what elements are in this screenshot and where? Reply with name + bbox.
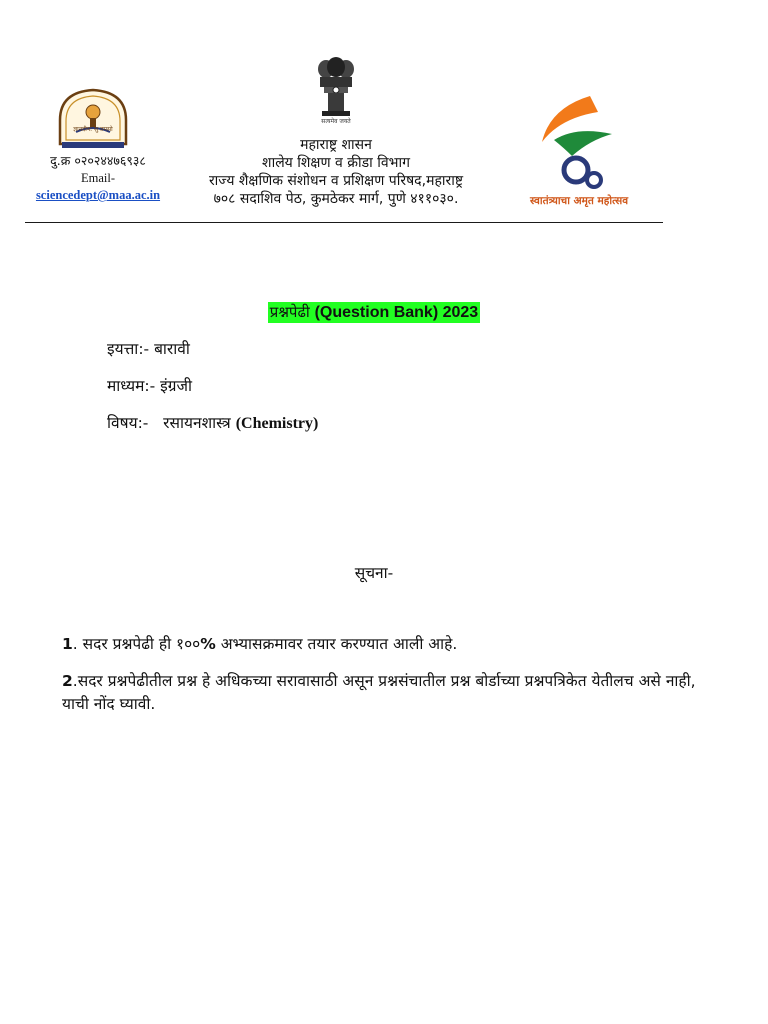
- office-line-1: महाराष्ट्र शासन: [300, 137, 372, 153]
- azadi-caption: स्वातंत्र्याचा अमृत महोत्सव: [529, 195, 629, 207]
- emblem-caption: सत्यमेव जयते: [321, 118, 351, 125]
- notice-point-1: [62, 633, 722, 656]
- point-2-text: .सदर प्रश्नपेढीतील प्रश्न हे अधिकच्या सरावासाठी असून प्रश्नसंचातील प्रश्न बोर्डाच्या प्रश्नपत्रिकेत येतीलच असे नाही, याची नोंद घ्यावी.: [62, 672, 696, 713]
- office-line-4: ७०८ सदाशिव पेठ, कुमठेकर मार्ग, पुणे ४११०३०.: [213, 191, 459, 207]
- scert-motto: ज्ञानदीप: सु तमसो: [73, 126, 113, 133]
- office-line-2: शालेय शिक्षण व क्रीडा विभाग: [262, 155, 410, 171]
- title-english: (Question Bank) 2023: [314, 304, 479, 321]
- subject-line: [107, 413, 318, 434]
- medium-line: माध्यम:- इंग्रजी: [107, 377, 192, 395]
- phone-number: दु.क्र ०२०२४४७६९३८: [50, 153, 146, 168]
- grade-line: इयत्ता:- बारावी: [107, 340, 190, 358]
- scert-logo: [54, 86, 132, 150]
- point-1-percent: %: [200, 635, 216, 653]
- point-1-text-a: . सदर प्रश्नपेढी ही १००: [72, 635, 201, 653]
- header-divider: [25, 222, 663, 223]
- point-2-number: 2: [62, 672, 73, 690]
- document-title: [268, 302, 480, 323]
- subject-english: (Chemistry): [235, 415, 319, 432]
- notice-point-2: [62, 670, 722, 716]
- notice-heading: सूचना-: [354, 564, 394, 582]
- contact-block: [18, 152, 178, 204]
- email-label: Email-: [80, 171, 115, 185]
- point-1-text-b: अभ्यासक्रमावर तयार करण्यात आली आहे.: [215, 635, 458, 653]
- title-marathi: प्रश्नपेढी: [269, 303, 310, 321]
- point-1-number: 1: [62, 635, 73, 653]
- office-address: [160, 136, 512, 208]
- email-link[interactable]: sciencedept@maa.ac.in: [35, 188, 161, 202]
- subject-label: विषय:- रसायनशास्त्र: [107, 414, 231, 432]
- national-emblem: [312, 55, 360, 125]
- title-row: [0, 302, 748, 323]
- office-line-3: राज्य शैक्षणिक संशोधन व प्रशिक्षण परिषद,महाराष्ट्र: [208, 173, 464, 189]
